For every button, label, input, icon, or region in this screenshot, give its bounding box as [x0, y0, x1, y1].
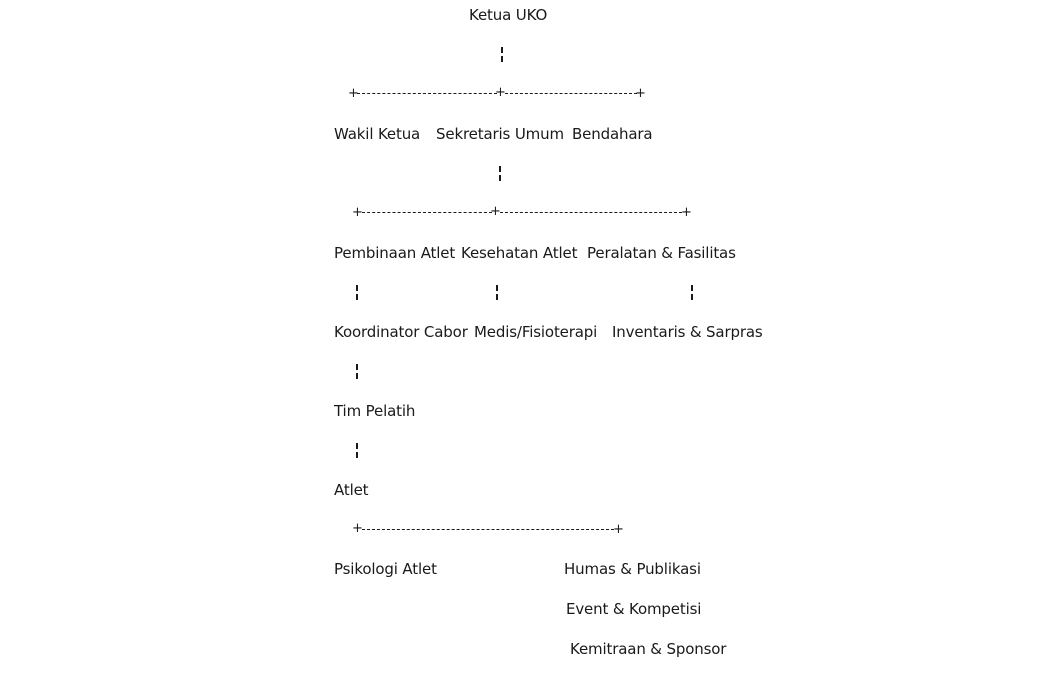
connector-horizontal: [505, 93, 637, 94]
node-bendahara: Bendahara: [572, 125, 653, 143]
connector-joint: +: [352, 521, 363, 536]
node-kesehatan-atlet: Kesehatan Atlet: [461, 244, 578, 262]
connector-horizontal: [500, 212, 682, 213]
connector-joint: +: [490, 204, 501, 219]
connector-vertical: [356, 364, 358, 380]
connector-vertical: [691, 285, 693, 301]
node-kemitraan-sponsor: Kemitraan & Sponsor: [570, 640, 727, 658]
node-koordinator-cabor: Koordinator Cabor: [334, 323, 468, 341]
connector-joint: +: [681, 205, 692, 220]
connector-vertical: [496, 285, 498, 301]
connector-joint: +: [348, 86, 359, 101]
connector-vertical: [356, 443, 358, 459]
node-humas-publikasi: Humas & Publikasi: [564, 560, 701, 578]
connector-vertical: [356, 285, 358, 301]
connector-horizontal: [362, 212, 492, 213]
node-event-kompetisi: Event & Kompetisi: [566, 600, 702, 618]
connector-joint: +: [495, 85, 506, 100]
node-medis-fisioterapi: Medis/Fisioterapi: [474, 323, 598, 341]
connector-vertical: [499, 166, 501, 182]
connector-horizontal: [357, 93, 497, 94]
node-atlet: Atlet: [334, 481, 369, 499]
node-sekretaris-umum: Sekretaris Umum: [436, 125, 564, 143]
node-peralatan-fasilitas: Peralatan & Fasilitas: [587, 244, 736, 262]
node-pembinaan-atlet: Pembinaan Atlet: [334, 244, 456, 262]
connector-horizontal: [362, 529, 614, 530]
node-ketua-uko: Ketua UKO: [469, 6, 548, 24]
connector-joint: +: [613, 522, 624, 537]
connector-vertical: [501, 47, 503, 63]
connector-joint: +: [352, 205, 363, 220]
node-tim-pelatih: Tim Pelatih: [334, 402, 416, 420]
node-inventaris-sarpras: Inventaris & Sarpras: [612, 323, 763, 341]
node-wakil-ketua: Wakil Ketua: [334, 125, 421, 143]
connector-joint: +: [635, 86, 646, 101]
node-psikologi-atlet: Psikologi Atlet: [334, 560, 437, 578]
